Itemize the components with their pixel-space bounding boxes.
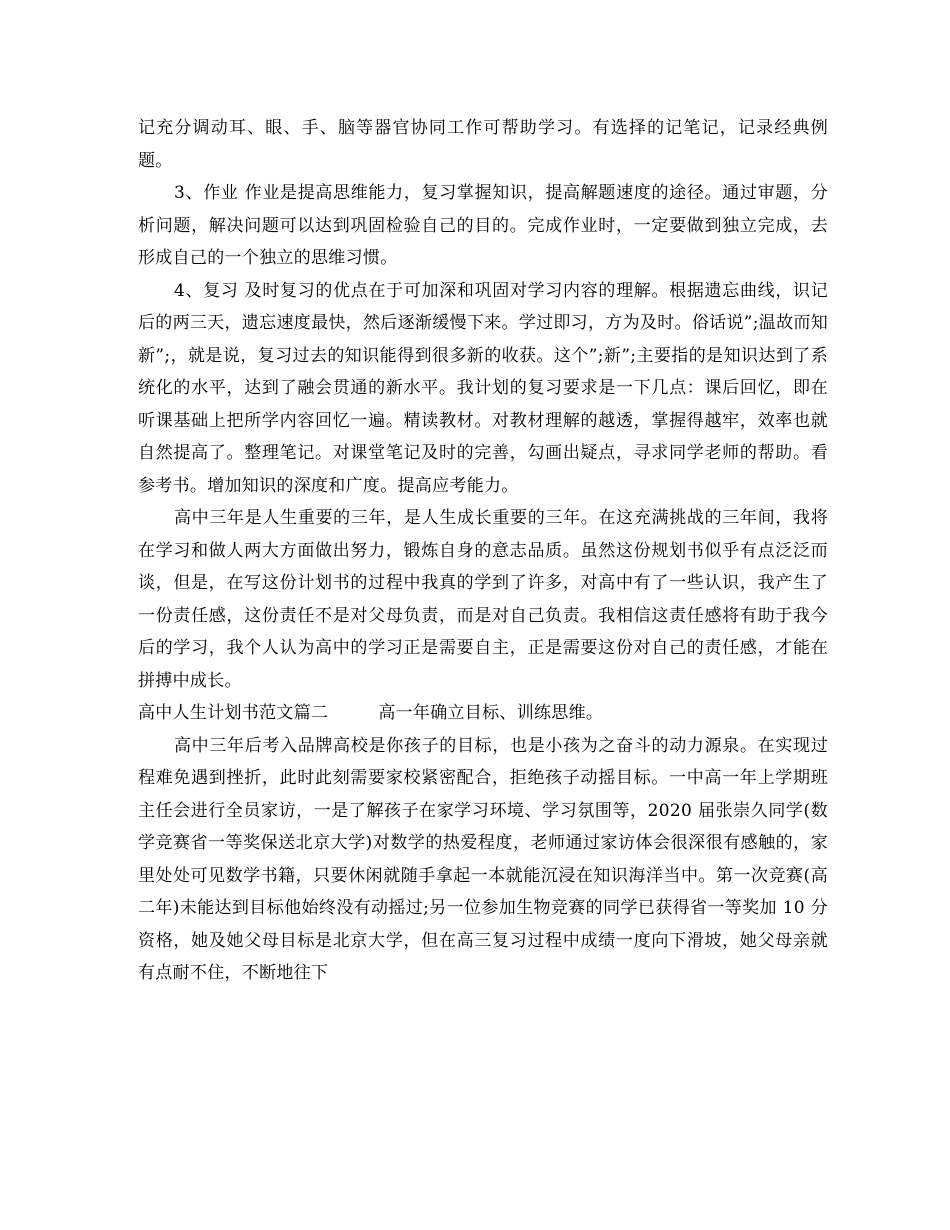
paragraph-conclusion: 高中三年是人生重要的三年，是人生成长重要的三年。在这充满挑战的三年间，我将在学习和做人两大方面做出努力，锻炼自身的意志品质。虽然这份规划书似乎有点泛泛而谈，但是，在写这份计划书的过程中我真的学到了许多，对高中有了一些认识，我产生了一份责任感，这份责任不是对父母负责，而是对自己负责。我相信这责任感将有助于我今后的学习，我个人认为高中的学习正是需要自主，正是需要这份对自己的责任感，才能在拼搏中成长。 (138, 508, 828, 691)
document-body (138, 112, 828, 990)
paragraph-note-taking-continued: 记充分调动耳、眼、手、脑等器官协同工作可帮助学习。有选择的记笔记，记录经典例题。 (138, 118, 828, 171)
paragraph-review: 4、复习 及时复习的优点在于可加深和巩固对学习内容的理解。根据遗忘曲线，识记后的两三天，遗忘速度最快，然后逐渐缓慢下来。学过即习，方为及时。俗话说”;温故而知新”;，就是说，复习过去的知识能得到很多新的收获。这个”;新”;主要指的是知识达到了系统化的水平，达到了融会贯通的新水平。我计划的复习要求是一下几点：课后回忆，即在听课基础上把所学内容回忆一遍。精读教材。对教材理解的越透，掌握得越牢，效率也就自然提高了。整理笔记。对课堂笔记及时的完善，勾画出疑点，寻求同学老师的帮助。看参考书。增加知识的深度和广度。提高应考能力。 (138, 280, 828, 496)
paragraph-homework: 3、作业 作业是提高思维能力，复习掌握知识，提高解题速度的途径。通过审题，分析问题，解决问题可以达到巩固检验自己的目的。完成作业时，一定要做到独立完成，去形成自己的一个独立的思维习惯。 (138, 183, 828, 268)
section-heading (138, 697, 828, 730)
paragraph-goal-setting: 高中三年后考入品牌高校是你孩子的目标，也是小孩为之奋斗的动力源泉。在实现过程难免遇到挫折，此时此刻需要家校紧密配合，拒绝孩子动摇目标。一中高一年上学期班主任会进行全员家访，一是了解孩子在家学习环境、学习氛围等，2020 届张崇久同学(数学竞赛省一等奖保送北京大学)对数学的热爱程度，老师通过家访体会很深很有感触的，家里处处可见数学书籍，只要休闲就随手拿起一本就能沉浸在知识海洋当中。第一次竞赛(高二年)未能达到目标他始终没有动摇过;另一位参加生物竞赛的同学已获得省一等奖加 10 分资格，她及她父母目标是北京大学，但在高三复习过程中成绩一度向下滑坡，她父母亲就有点耐不住，不断地往下 (138, 735, 828, 983)
section-subtitle: 高一年确立目标、训练思维。 (378, 703, 604, 723)
section-title: 高中人生计划书范文篇二 (138, 703, 329, 723)
